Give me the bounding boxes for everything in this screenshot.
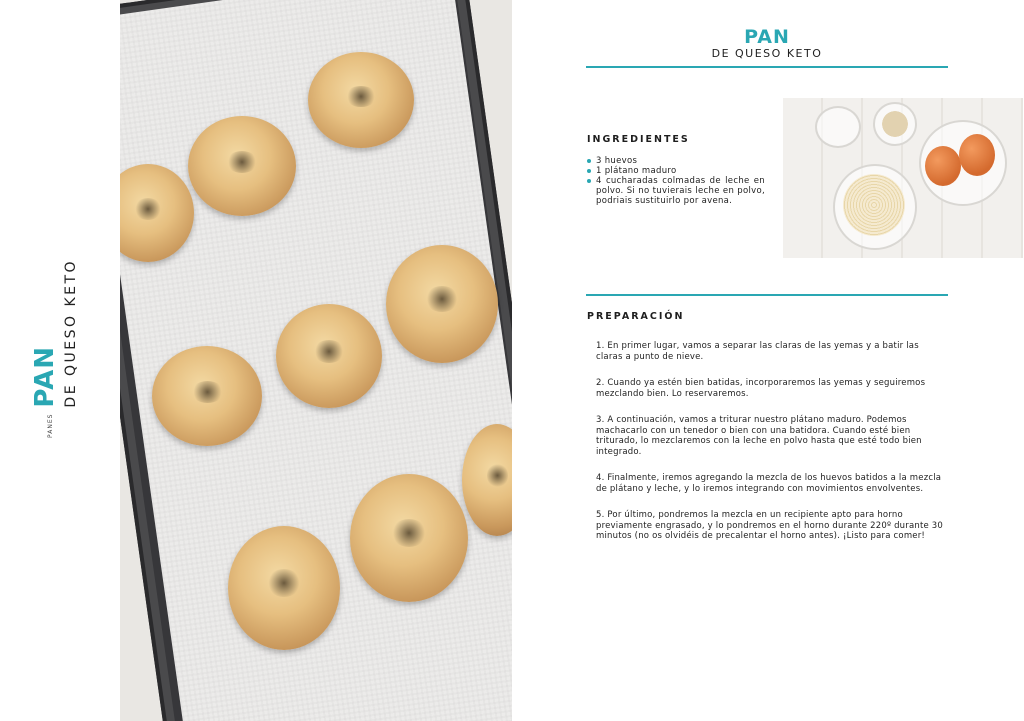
- ingredients-photo: [783, 98, 1023, 258]
- preparation-divider: [586, 294, 948, 296]
- ingredient-item: 3 huevos: [587, 156, 765, 166]
- preparation-step: 4. Finalmente, iremos agregando la mezcla de los huevos batidos a la mezcla de plátano y leche, y lo iremos integrando con movimientos envolventes.: [596, 473, 942, 494]
- side-title: [20, 198, 90, 438]
- cheese-bread-photo: [120, 0, 512, 721]
- bread-roll: [386, 245, 498, 363]
- grated-cheese: [843, 174, 905, 236]
- bread-roll: [228, 526, 340, 650]
- side-title-strip: [0, 0, 120, 721]
- preparation-heading: PREPARACIÓN: [587, 311, 685, 322]
- preparation-step: 5. Por último, pondremos la mezcla en un recipiente apto para horno previamente engrasado, y lo pondremos en el horno durante 220º durante 30 minutos (no os olvidéis de precalentar el horno antes). ¡Listo para comer!: [596, 510, 944, 541]
- egg: [925, 146, 961, 186]
- egg: [959, 134, 995, 176]
- side-category: PANES: [47, 413, 54, 438]
- recipe-subtitle: DE QUESO KETO: [711, 47, 823, 60]
- preparation-step: 1. En primer lugar, vamos a separar las claras de las yemas y a batir las claras a punto de nieve.: [596, 341, 919, 362]
- bread-roll: [308, 52, 414, 148]
- bread-roll: [152, 346, 262, 446]
- recipe-title: PAN: [744, 26, 790, 48]
- ingredients-list: [587, 156, 765, 206]
- preparation-step: 2. Cuando ya estén bien batidas, incorporaremos las yemas y seguiremos mezclando bien. Lo reservaremos.: [596, 378, 926, 399]
- bread-roll: [350, 474, 468, 602]
- bread-roll: [188, 116, 296, 216]
- oats-bowl: [873, 102, 917, 146]
- ingredient-item: 4 cucharadas colmadas de leche en polvo. Si no tuvierais leche en polvo, podriais sustituirlo por avena.: [587, 176, 765, 206]
- bread-roll: [276, 304, 382, 408]
- side-title-main: PAN: [30, 346, 60, 408]
- small-bowl: [815, 106, 861, 148]
- preparation-step: 3. A continuación, vamos a triturar nuestro plátano maduro. Podemos machacarlo con un tenedor o bien con una batidora. Cuando esté bien triturado, lo mezclaremos con la leche en polvo hasta que esté todo bien integrado.: [596, 415, 922, 457]
- preparation-steps: [596, 341, 948, 558]
- side-title-stack: [32, 259, 78, 408]
- recipe-page: [512, 0, 1024, 721]
- header-divider: [586, 66, 948, 68]
- ingredients-heading: INGREDIENTES: [587, 134, 690, 145]
- ingredient-item: 1 plátano maduro: [587, 166, 765, 176]
- side-title-subtitle: DE QUESO KETO: [63, 258, 79, 408]
